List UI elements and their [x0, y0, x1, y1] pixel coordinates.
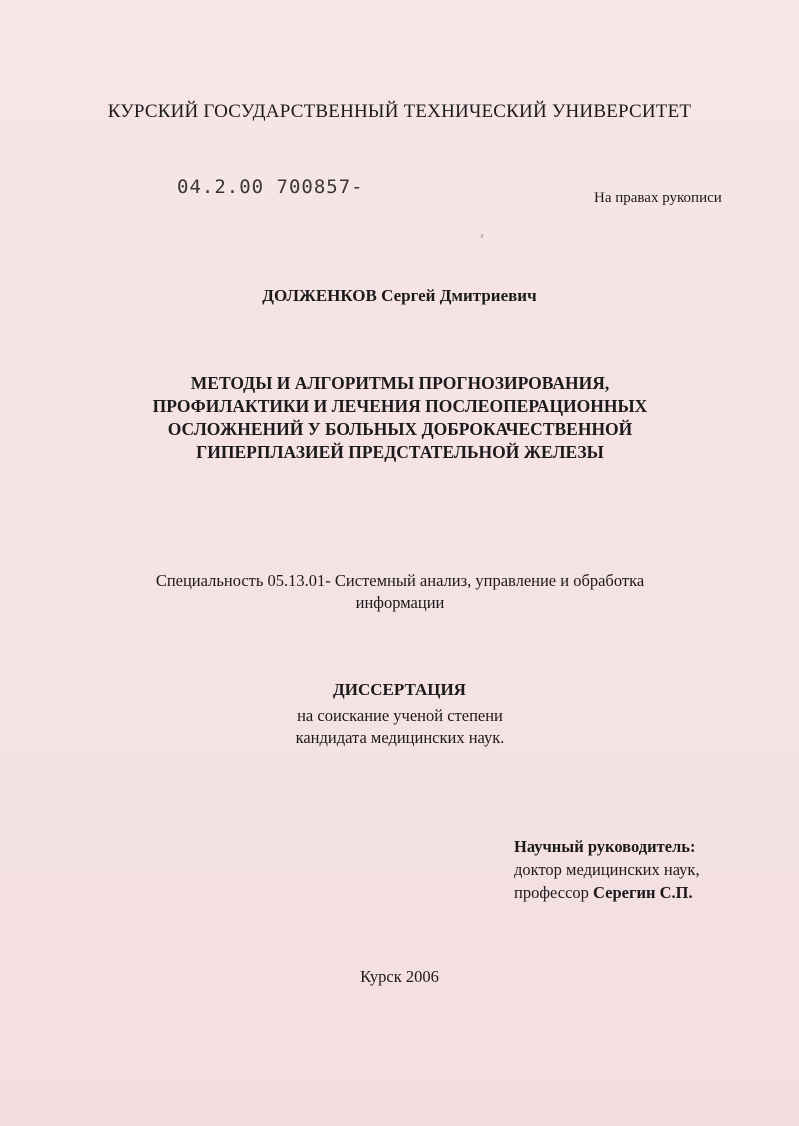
title-line: ПРОФИЛАКТИКИ И ЛЕЧЕНИЯ ПОСЛЕОПЕРАЦИОННЫХ — [152, 396, 648, 416]
degree-line: кандидата медицинских наук. — [295, 728, 505, 747]
author-name: ДОЛЖЕНКОВ Сергей Дмитриевич — [262, 286, 537, 305]
city-year: Курск 2006 — [360, 967, 439, 986]
title-line: ГИПЕРПЛАЗИЕЙ ПРЕДСТАТЕЛЬНОЙ ЖЕЛЕЗЫ — [196, 442, 604, 462]
specialty-line: Специальность 05.13.01- Системный анализ, управление и обработка — [155, 571, 645, 590]
specialty — [120, 570, 680, 614]
paper-speck — [480, 234, 483, 238]
supervisor-line — [514, 881, 700, 904]
university-name: КУРСКИЙ ГОСУДАРСТВЕННЫЙ ТЕХНИЧЕСКИЙ УНИВЕРСИТЕТ — [107, 101, 692, 122]
degree-description — [150, 705, 650, 749]
title-line: ОСЛОЖНЕНИЙ У БОЛЬНЫХ ДОБРОКАЧЕСТВЕННОЙ — [167, 419, 633, 439]
supervisor-label: Научный руководитель: — [514, 837, 696, 856]
supervisor-degree: доктор медицинских наук, — [514, 860, 700, 879]
supervisor-rank: профессор — [514, 883, 589, 902]
title-line: МЕТОДЫ И АЛГОРИТМЫ ПРОГНОЗИРОВАНИЯ, — [190, 373, 610, 393]
dissertation-title — [120, 372, 680, 464]
degree-line: на соискание ученой степени — [297, 706, 503, 725]
supervisor-name: Серегин С.П. — [593, 883, 693, 902]
specialty-line: информации — [355, 593, 445, 612]
supervisor-block — [514, 835, 700, 904]
dissertation-heading: ДИССЕРТАЦИЯ — [333, 680, 466, 699]
registration-stamp-number: 04.2.00 700857- — [177, 176, 364, 198]
manuscript-rights-note: На правах рукописи — [594, 190, 722, 206]
